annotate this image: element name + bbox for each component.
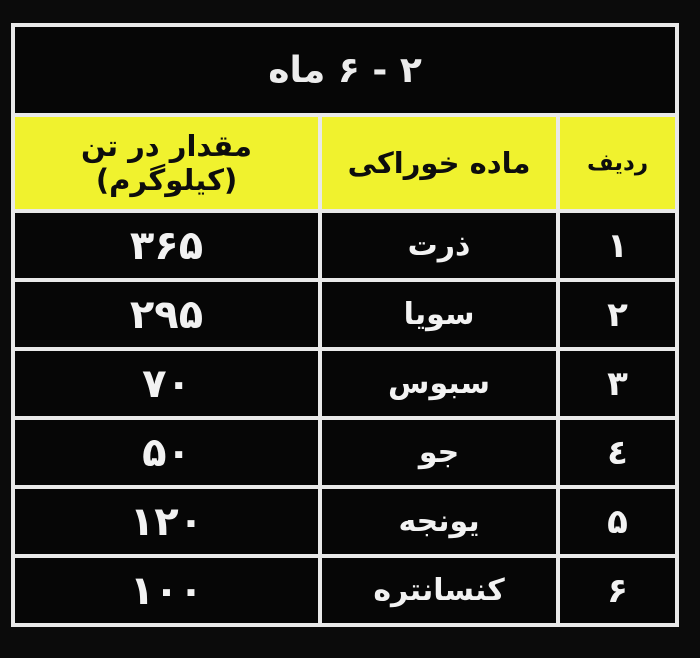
table-row <box>13 349 677 418</box>
food-item: سبوس <box>320 349 558 418</box>
amount-value: ۵۰ <box>13 418 320 487</box>
food-item: سویا <box>320 280 558 349</box>
feed-table <box>11 23 679 627</box>
food-item: یونجه <box>320 487 558 556</box>
amount-value: ۱۰۰ <box>13 556 320 625</box>
food-item: ذرت <box>320 211 558 280</box>
header-row <box>13 115 677 211</box>
table-title: ۲ - ۶ ماه <box>13 25 677 115</box>
amount-value: ۲۹۵ <box>13 280 320 349</box>
amount-value: ۷۰ <box>13 349 320 418</box>
row-number: ۲ <box>558 280 677 349</box>
amount-value: ۱۲۰ <box>13 487 320 556</box>
row-number: ۶ <box>558 556 677 625</box>
food-item: جو <box>320 418 558 487</box>
row-number: ٤ <box>558 418 677 487</box>
table-row <box>13 418 677 487</box>
table-row <box>13 556 677 625</box>
row-number: ۳ <box>558 349 677 418</box>
table-row <box>13 280 677 349</box>
row-number: ۵ <box>558 487 677 556</box>
column-header-radif: ردیف <box>558 115 677 211</box>
title-row <box>13 25 677 115</box>
table-row <box>13 211 677 280</box>
column-header-amount: مقدار در تن (کیلوگرم) <box>13 115 320 211</box>
column-header-item: ماده خوراکی <box>320 115 558 211</box>
table-row <box>13 487 677 556</box>
row-number: ۱ <box>558 211 677 280</box>
amount-value: ۳۶۵ <box>13 211 320 280</box>
food-item: کنسانتره <box>320 556 558 625</box>
